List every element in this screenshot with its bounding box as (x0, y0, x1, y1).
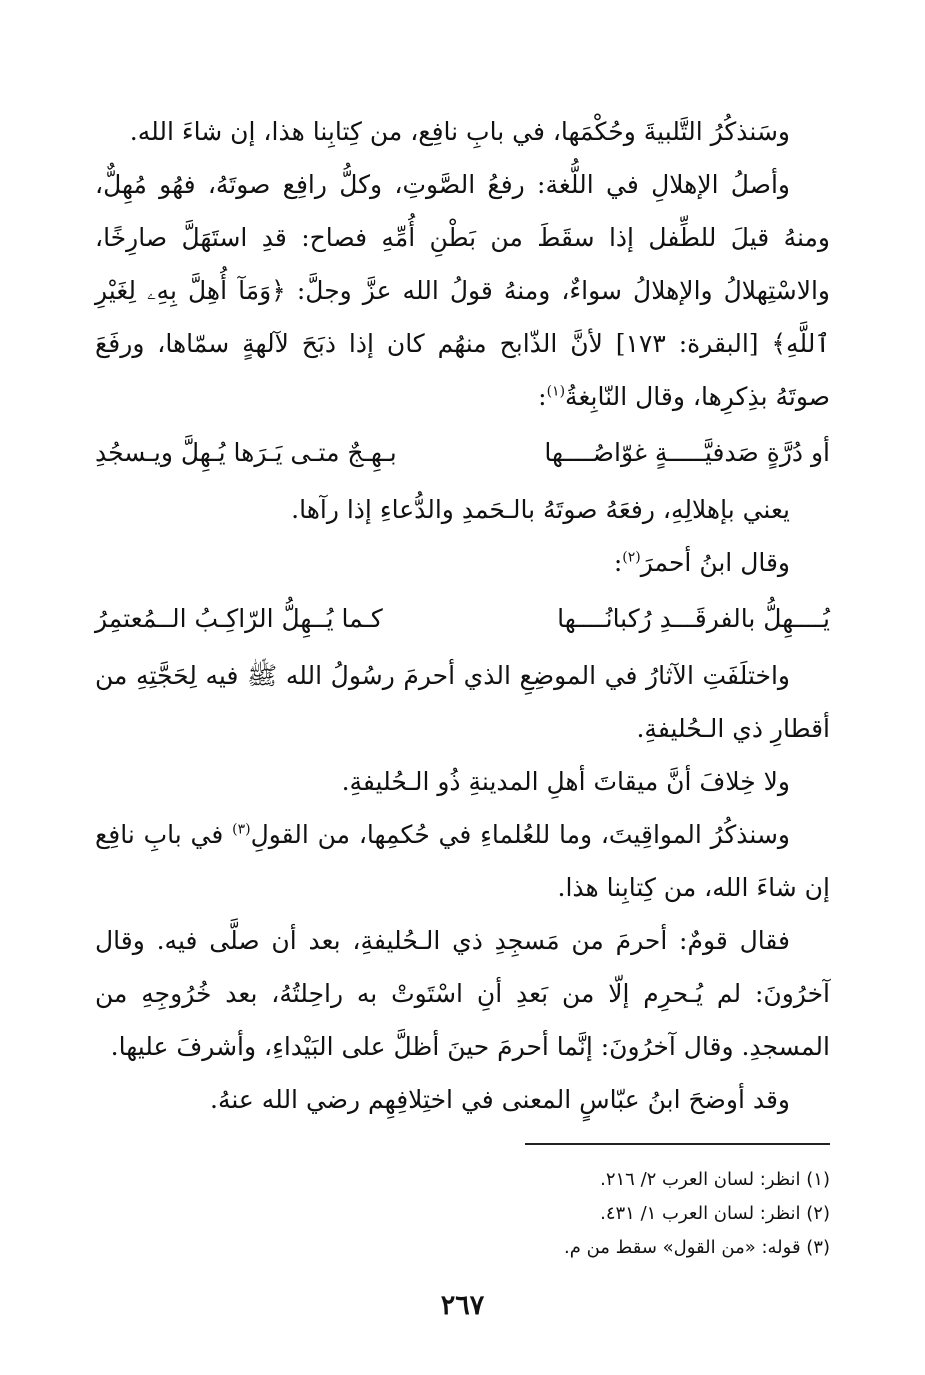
verse-ibn-ahmar (95, 589, 830, 649)
main-text-top (95, 105, 830, 1126)
footnote-divider (525, 1143, 830, 1145)
paragraph-ihlal (95, 158, 830, 423)
paragraph-ihlal-colon: : (538, 382, 547, 411)
paragraph-meaning: يعني بإهلالِهِ، رفعَهُ صوتَهُ بالـحَمدِ والدُّعاءِ إذا رآها. (291, 495, 790, 524)
verse-ibn-ahmar-second-hemistich: كـما يُــهِلُّ الرّاكِـبُ الــمُعتمِرُ (95, 604, 383, 633)
paragraph-ihlal-text: وأصلُ الإهلالِ في اللُّغة: رفعُ الصَّوتِ، وكلُّ رافِع صوتَهُ، فهُو مُهِلٌّ، ومنهُ قيلَ للطِّفل إذا سقَطَ من بَطْنِ أُمِّهِ فصاح: قدِ استَهَلَّ صارِخًا، والاسْتِهلالُ والإهلالُ سواءٌ، ومنهُ قولُ الله عزَّ وجلَّ: ﴿وَمَآ أُهِلَّ بِهِۦ لِغَيْرِ ٱللَّهِ﴾ [البقرة: ١٧٣] لأنَّ الذّابح منهُم كان إذا ذبَحَ لآلهةٍ سمّاها، ورفَعَ صوتَهُ بذِكرِها، وقال النّابِغةُ (95, 170, 831, 411)
footnote-ref-1: (١) (546, 383, 566, 400)
paragraph-talbiya: وسَنذكُرُ التَّلبيةَ وحُكْمَها، في بابِ نافِع، من كِتابِنا هذا، إن شاءَ الله. (129, 117, 790, 146)
verse-nabigha-second-hemistich: بـهِـجٌ متـى يَـرَها يُـهِلَّ ويـسجُدِ (95, 438, 397, 467)
verse-ibn-ahmar-first-hemistich: يُــــهِلُّ بالفرقَـــدِ رُكبانُــــها (557, 604, 830, 633)
paragraph-opinions: فقال قومٌ: أحرمَ من مَسجِدِ ذي الـحُليفةِ، بعد أن صلَّى فيه. وقال آخرُونَ: لم يُـحرِم إلّا من بَعدِ أنِ اسْتَوتْ به راحِلتُهُ، بعد خُرُوجِهِ من المسجدِ. وقال آخرُونَ: إنَّما أحرمَ حينَ أظلَّ على البَيْداءِ، وأشرفَ عليها. (95, 926, 830, 1061)
footnote-2: (٢) انظر: لسان العرب ١/ ٤٣١. (600, 1203, 830, 1224)
paragraph-mawaqit-rest: في بابِ نافِع إن شاءَ الله، من كِتابِنا هذا. (95, 820, 830, 902)
paragraph-miqat: ولا خِلافَ أنَّ ميقاتَ أهلِ المدينةِ ذُو الـحُليفةِ. (341, 767, 790, 796)
paragraph-ibn-ahmar-colon: : (613, 548, 623, 577)
paragraph-ibn-ahmar-text: وقال ابنُ أحمرَ (640, 548, 790, 577)
paragraph-mawaqit (95, 808, 830, 914)
paragraph-ibn-ahmar (95, 536, 830, 589)
footnote-ref-3: (٣) (232, 821, 251, 838)
page-number: ٢٦٧ (440, 1290, 485, 1321)
footnotes (330, 1163, 830, 1265)
footnote-1: (١) انظر: لسان العرب ٢/ ٢١٦. (600, 1169, 830, 1190)
footnote-3: (٣) قوله: «من القول» سقط من م. (564, 1237, 830, 1258)
footnote-ref-2: (٢) (622, 549, 641, 566)
paragraph-mawaqit-text: وسنذكُرُ المواقِيتَ، وما للعُلماءِ في حُكمِها، من القولِ (250, 820, 790, 849)
paragraph-ibn-abbas: وقد أوضحَ ابنُ عبّاسٍ المعنى في اختِلافِهِم رضي الله عنهُ. (210, 1085, 790, 1114)
verse-nabigha-first-hemistich: أو دُرَّةٍ صَدفيَّـــــةٍ غوّاصُــــها (544, 438, 830, 467)
paragraph-athar: واختلَفَتِ الآثارُ في الموضِعِ الذي أحرمَ رسُولُ الله ﷺ فيه لِحَجَّتِهِ من أقطارِ ذي الـحُليفةِ. (95, 661, 830, 743)
verse-nabigha (95, 423, 830, 483)
